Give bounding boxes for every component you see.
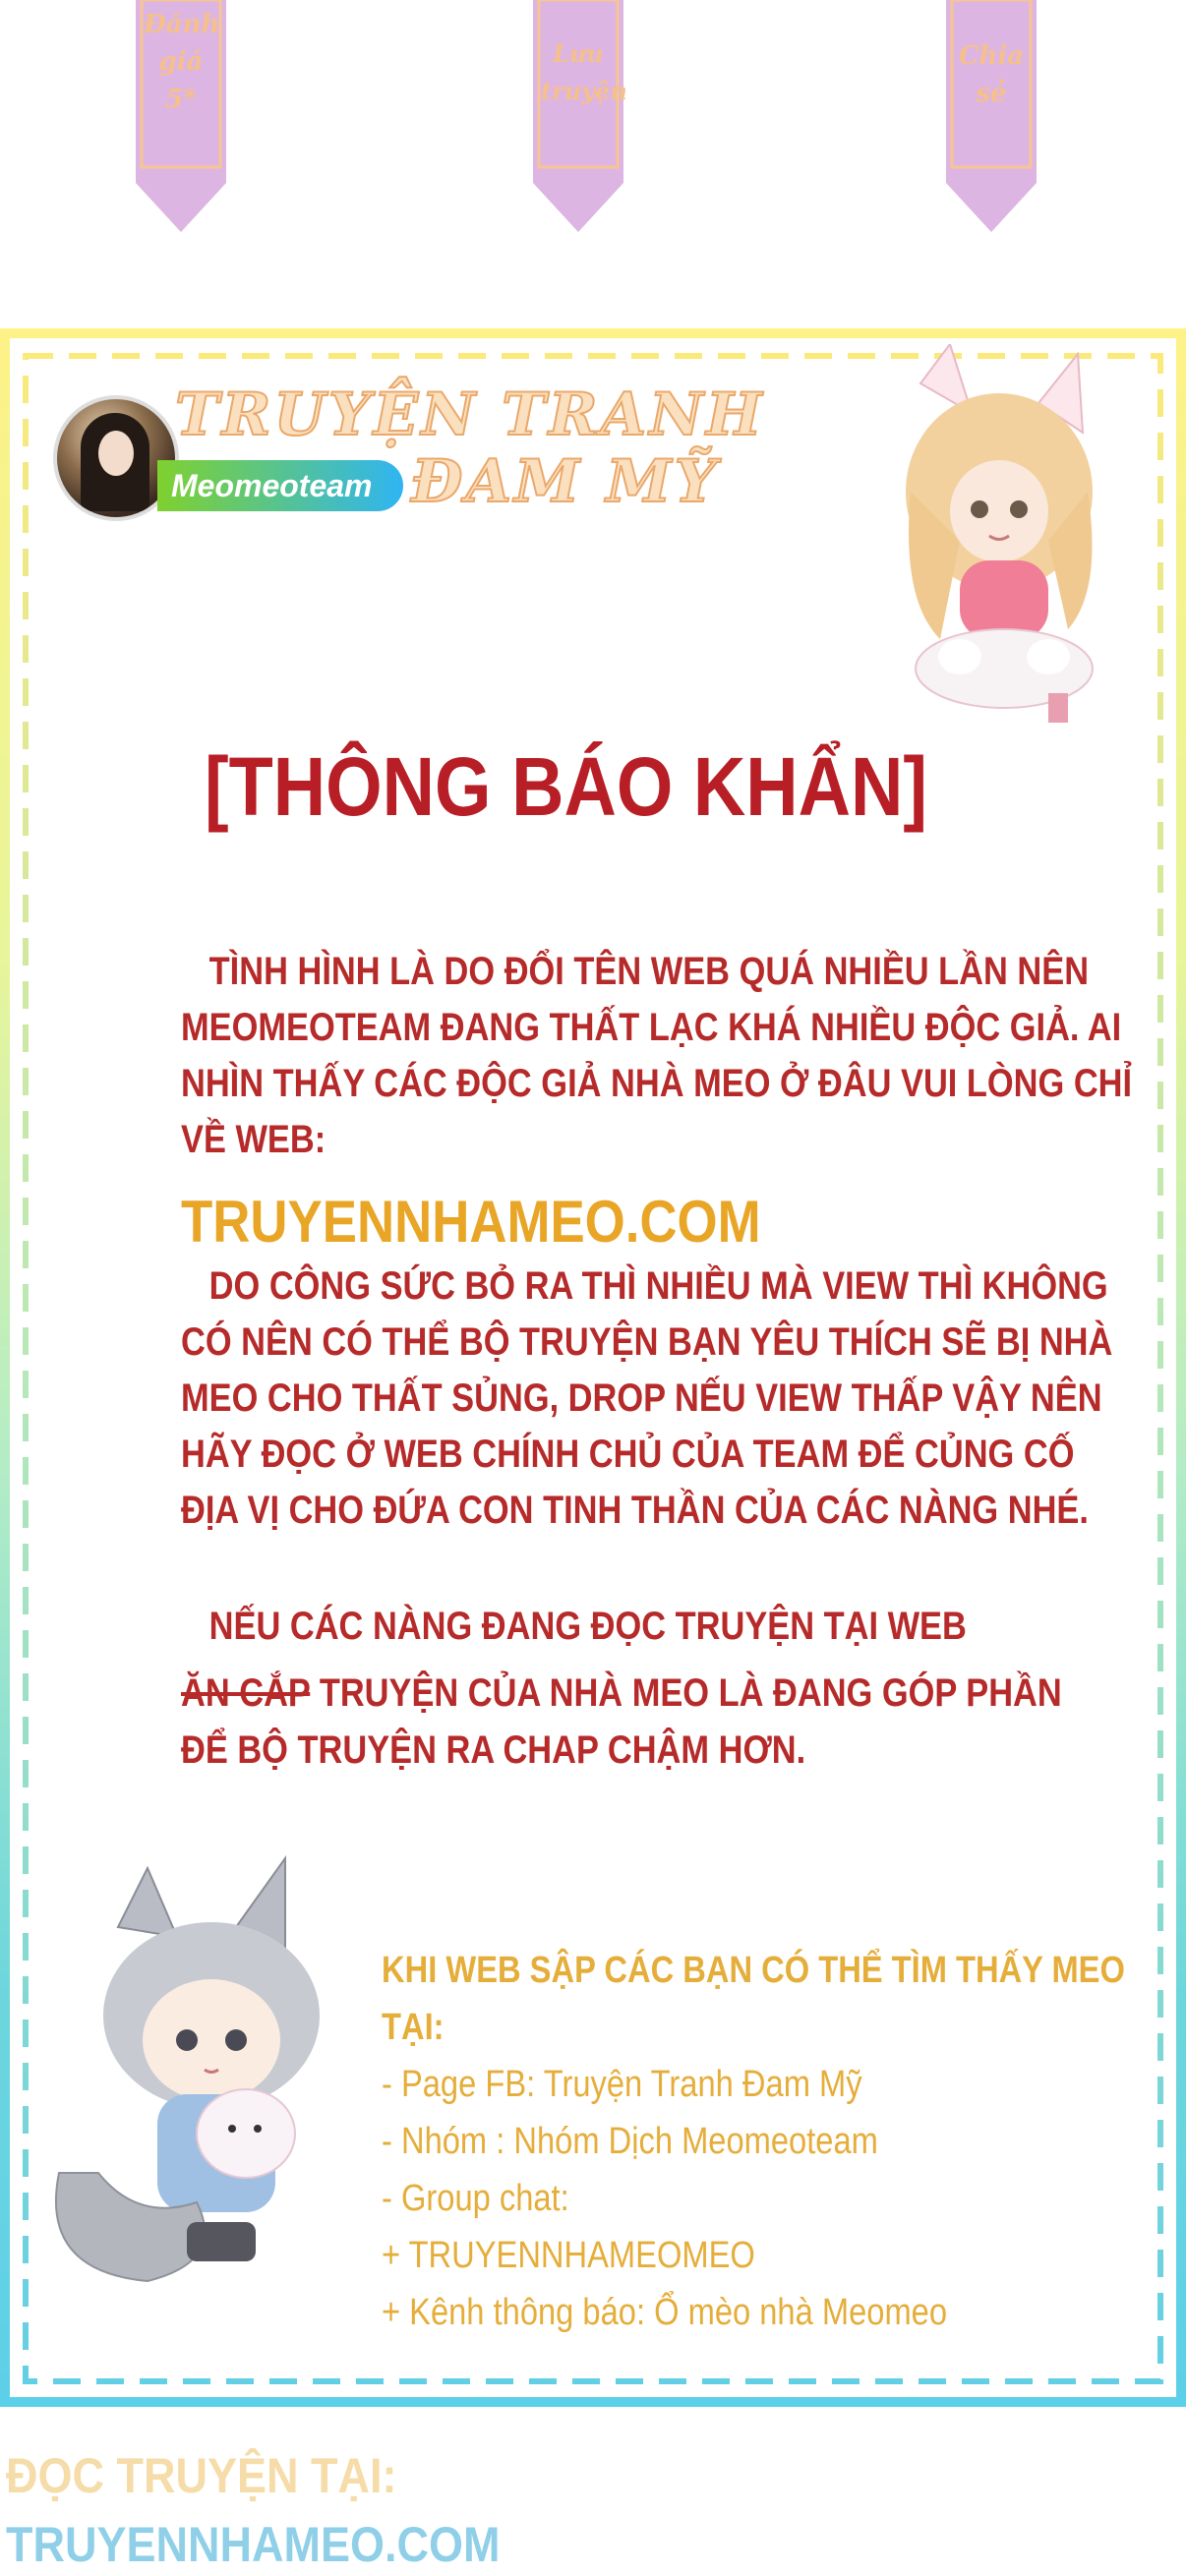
website-link[interactable]: TRUYENNHAMEO.COM	[181, 1189, 761, 1255]
notice-paragraph-1-line-1: TÌNH HÌNH LÀ DO ĐỔI TÊN WEB QUÁ NHIỀU LẦN NÊN	[181, 950, 1090, 993]
notice-title: [THÔNG BÁO KHẨN]	[205, 740, 928, 833]
save-ribbon-label: Lưu truyện	[541, 39, 627, 105]
contact-heading-line-2: TẠI:	[382, 2007, 445, 2048]
notice-paragraph-1-line-4: VỀ WEB:	[181, 1118, 326, 1161]
logo-title-line2: ĐAM MỸ	[411, 447, 720, 516]
footer-read-at-label: ĐỌC TRUYỆN TẠI:	[6, 2448, 397, 2503]
team-name-bar	[157, 460, 403, 511]
notice-paragraph-3-line-3: ĐỂ BỘ TRUYỆN RA CHAP CHẬM HƠN.	[181, 1728, 806, 1772]
contact-item-chat-name[interactable]: + TRUYENNHAMEOMEO	[382, 2235, 755, 2276]
team-name: Meomeoteam	[171, 468, 373, 503]
rate-5-star-ribbon[interactable]	[136, 0, 226, 232]
notice-paragraph-3-line-2	[181, 1666, 1062, 1722]
chibi-fox-boy-illustration	[39, 1848, 354, 2301]
contact-item-group-chat: - Group chat:	[382, 2178, 569, 2219]
contact-item-group[interactable]: - Nhóm : Nhóm Dịch Meomeoteam	[382, 2121, 878, 2162]
contact-heading-line-1: KHI WEB SẬP CÁC BẠN CÓ THỂ TÌM THẤY MEO	[382, 1950, 1125, 1991]
notice-paragraph-1-line-3: NHÌN THẤY CÁC ĐỘC GIẢ NHÀ MEO Ở ĐÂU VUI LÒNG CHỈ	[181, 1062, 1133, 1105]
contact-item-announcement-channel[interactable]: + Kênh thông báo: Ổ mèo nhà Meomeo	[382, 2292, 948, 2333]
share-ribbon[interactable]	[946, 0, 1037, 232]
share-ribbon-label: Chia sẻ	[958, 41, 1025, 108]
logo-title-line1: TRUYỆN TRANH	[175, 381, 765, 449]
footer-website-link[interactable]: TRUYENNHAMEO.COM	[6, 2517, 501, 2572]
notice-paragraph-2-line-2: CÓ NÊN CÓ THỂ BỘ TRUYỆN BẠN YÊU THÍCH SẼ BỊ NHÀ	[181, 1320, 1113, 1364]
contact-item-facebook-page[interactable]: - Page FB: Truyện Tranh Đam Mỹ	[382, 2064, 862, 2105]
ribbon-shape	[946, 0, 1037, 232]
notice-paragraph-2-line-4: HÃY ĐỌC Ở WEB CHÍNH CHỦ CỦA TEAM ĐỂ CỦNG CỐ	[181, 1433, 1075, 1476]
stolen-web-strikethrough: ĂN CẮP	[181, 1671, 311, 1715]
notice-paragraph-3-line-1: NẾU CÁC NÀNG ĐANG ĐỌC TRUYỆN TẠI WEB	[181, 1605, 967, 1648]
notice-paragraph-2-line-3: MEO CHO THẤT SỦNG, DROP NẾU VIEW THẤP VẬY NÊN	[181, 1376, 1102, 1420]
notice-paragraph-3-line-2-rest: TRUYỆN CỦA NHÀ MEO LÀ ĐANG GÓP PHẦN	[310, 1671, 1062, 1715]
notice-paragraph-2-line-5: ĐỊA VỊ CHO ĐỨA CON TINH THẦN CỦA CÁC NÀNG NHÉ.	[181, 1489, 1089, 1532]
notice-paragraph-1-line-2: MEOMEOTEAM ĐANG THẤT LẠC KHÁ NHIỀU ĐỘC GIẢ. AI	[181, 1006, 1122, 1049]
chibi-bunny-girl-illustration	[881, 344, 1111, 728]
notice-paragraph-2-line-1: DO CÔNG SỨC BỎ RA THÌ NHIỀU MÀ VIEW THÌ KHÔNG	[181, 1264, 1108, 1308]
save-story-ribbon[interactable]	[533, 0, 627, 232]
rate-ribbon-label: Đánh giá 5*	[144, 10, 220, 114]
